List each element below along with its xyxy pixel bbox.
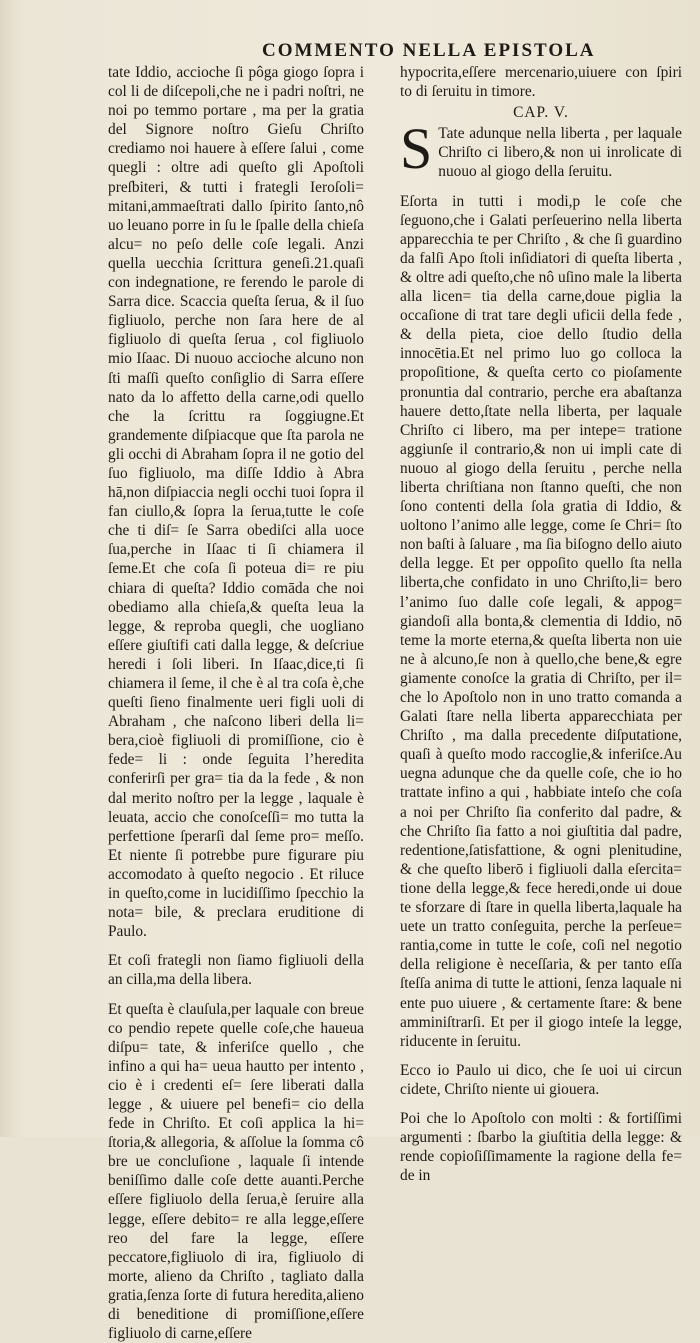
- left-paragraph-2: Et coſi frategli non ſiamo figliuoli della an cilla,ma della libera.: [108, 951, 364, 989]
- left-paragraph-3: Et queſta è clauſula,per laquale con breue co pendio repete quelle coſe,che haueua diſpu= tate, & inferiſce quello , che infino a qui ha= ueua hautto per intento , cio è i credenti eſ= ſere liberati dalla legge , & uiuere pel benefi= cio della fede in Chriſto. Et coſi applica la hi= ſtoria,& allegoria, & aſſolue la ſomma cô bre ue concluſione , laquale ſi intende beniſſimo dalle coſe dette auanti.Perche eſſere figliuolo della ſerua,è ſeruire alla legge, eſſere debito= re alla legge,eſſere reo del fare la legge, eſſere peccatore,figliuolo di ira, figliuolo di morte, alieno da Chriſto , tagliato dalla gratia,ſenza ſorte di futura heredita,alieno di beneditione di promiſſione,eſſere figliuolo di carne,eſſere: [108, 1000, 364, 1343]
- right-paragraph-2-text: Tate adunque nella liberta , per laquale Chriſto ci libero,& non ui inrolicate di nuouo al giogo della ſeruitu.: [438, 125, 682, 180]
- left-paragraph-1: tate Iddio, accioche ſi pôga giogo ſopra i col li de diſcepoli,che ne i padri noſtri, ne noi po temmo portare , ma per la gratia del Signore noſtro Gieſu Chriſto crediamo noi hauere à eſſere ſalui , come quegli : oltre adi queſto gli Apoſtoli preſbiteri, & tutti i frategli Ieroſoli= mitani,ammaeſtrati dallo ſpirito ſanto,nô uo leuano porre in ſu le ſpalle della chieſa alcu= no peſo delle coſe legali. Anzi quella uecchia ſcrittura geneſi.21.quaſi con indegnatione, re ferendo le parole di Sarra dice. Scaccia queſta ſerua, & il ſuo figliuolo, perche non ſara here de al figliuolo di queſta ſerua , col figliuolo mio Iſaac. Di nuouo accioche alcuno non ſti maſſi queſto conſiglio di Sarra eſſere nato da lo affetto della carne,odi quello che la ſcrittu ra ſoggiugne.Et grandemente diſpiacque que ſta parola ne gli occhi di Abraham ſopra il ne gotio del ſuo figliuolo, ma diſſe Iddio à Abra hā,non diſpiaccia negli occhi tuoi ſopra il fan ciullo,& ſopra la ſerua,tutte le coſe che ti diſ= ſe Sarra obediſci alla uoce ſua,perche in Iſaac ti ſi chiamera il ſeme.Et che coſa ſi poteua di= re piu chiara di queſta? Iddio comāda che noi obediamo alla chieſa,& queſta leua la legge, & reproba quegli, che uogliano eſſere giuſtifi cati dalla legge, & deſcriue heredi i ſoli liberi. In Iſaac,dice,ti ſi chiamera il ſeme, il che è al tra coſa è,che queſti ſieno finalmente ueri figli uoli di Abraham , che naſcono liberi della li= bera,cioè figliuoli di promiſſione, cio è fede= li : onde ſeguita l’heredita conferirſi per gra= tia da la fede , & non dal merito noſtro per la legge , laquale è leuata, accio che conoſceſſi= mo tutta la perfettione ſperarſi dal ſeme pro= meſſo. Et niente ſi potrebbe pure figurare piu accomodato à queſto negocio . Et riluce in queſto,come in lucidiſſimo ſpecchio la nota= bile, & preclara eruditione di Paulo.: [108, 63, 364, 941]
- right-paragraph-2: [400, 124, 682, 181]
- right-column: [400, 63, 682, 1185]
- chapter-heading: CAP. V.: [400, 103, 682, 122]
- left-column: [108, 63, 364, 1343]
- right-paragraph-5: Poi che lo Apoſtolo con molti : & fortiſſimi argumenti : ſbarbo la giuſtitia della legge: & rende copioſiſſimamente la ragione della fe= de in: [400, 1109, 682, 1185]
- right-paragraph-1: hypocrita,eſſere mercenario,uiuere con ſpiri to di ſeruitu in timore.: [400, 63, 682, 101]
- running-header: COMMENTO NELLA EPISTOLA: [262, 40, 562, 62]
- right-paragraph-4: Ecco io Paulo ui dico, che ſe uoi ui circun cidete, Chriſto niente ui giouera.: [400, 1061, 682, 1099]
- drop-cap: S: [400, 126, 432, 172]
- right-paragraph-3: Eſorta in tutti i modi,p le coſe che ſeguono,che i Galati perſeuerino nella liberta apparecchia te per Chriſto , & che ſi guardino da falſi Apo ſtoli inſidiatori di queſta liberta , & oltre adi queſto,che nô uſino male la liberta alla licen= tia della carne,doue piglia la occaſione di trat tare degli uficii della fede , & della pieta, cioe dello ſtudio della innocētia.Et nel primo luo go colloca la propoſitione, & queſta certo co pioſamente pronuntia dal contrario, perche era abaſtanza hauere detto,ſtate nella liberta, per laquale Chriſto ci libero, ma per intepe= tratione aggiunſe il contrario,& non ui impli cate di nuouo al giogo della ſeruitu , perche nella liberta chriſtiana non ſtanno queſti, che non ſono contenti della ſola gratia di Iddio, & uoltono l’animo alle legge, come ſe Chri= ſto non baſti à ſaluare , ma ſia biſogno dello aiuto della legge. Et per oppoſito quello ſta nella liberta,che confidato in uno Chriſto,li= bero l’animo ſuo dalle coſe legali, & appog= giandoſi alla bonta,& clementia di Iddio, nō teme la morte eterna,& queſta liberta non uie ne à alcuno,ſe non à quello,che bene,& egre giamente conoſce la gratia di Chriſto, per il= che lo Apoſtolo non in uno tratto comanda a Galati ſtare nella liberta apparecchiata per Chriſto , ma dalla precedente diſputatione, quaſi à queſto modo raccoglie,& inferiſce.Au uegna adunque che da quelle coſe, che io ho trattate infino a qui , habbiate inteſo che coſa a noi per Chriſto ſia conferito dal padre, & che Chriſto ſia fatto a noi giuſtitia dal padre, redentione,ſatisfattione, & ogni plenitudine, & che queſto liberō i figliuoli dalla eſercita= tione della legge,& fece heredi,onde ui doue te sforzare di ſtare in quella liberta,laquale ha uete un tratto conſeguita, perche la perſeue= rantia,come in tutte le coſe, coſi nel negotio della religione è neceſſaria, & per tanto eſſa ſteſſa anima di tutte le attioni, ſenza laquale ni ente puo uiuere , & certamente ſtare: & bene amminiſtrarſi. Et per il giogo inteſe la legge, riducente in ſeruitu.: [400, 192, 682, 1051]
